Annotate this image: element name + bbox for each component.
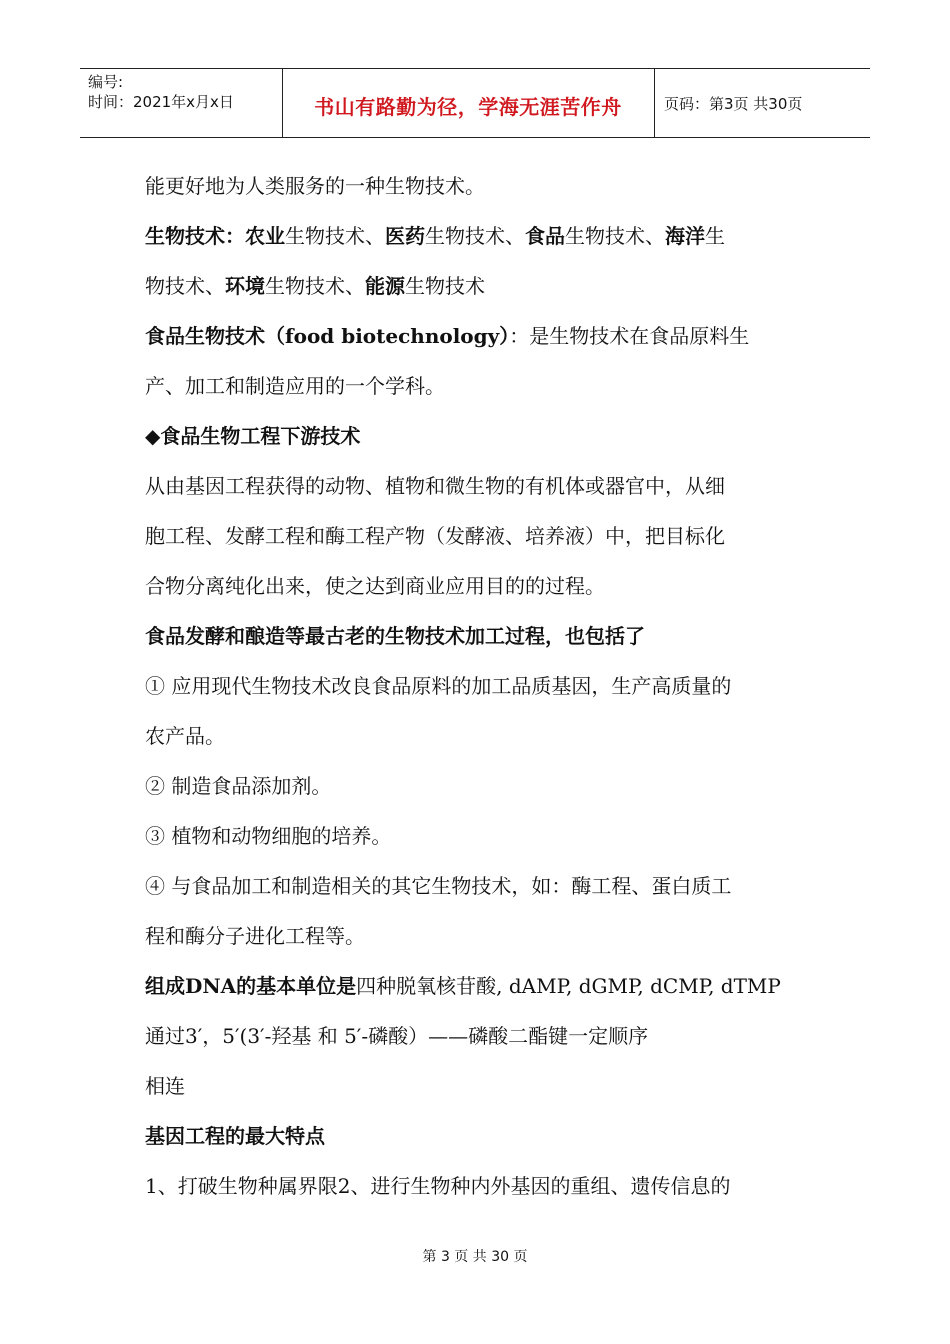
bold-term: 生物技术：农业 [145, 224, 285, 248]
paragraph-line [145, 961, 810, 1011]
text-run: 生物技术、 [265, 274, 365, 298]
paragraph-line [145, 261, 810, 311]
bold-term: 食品 [525, 224, 565, 248]
list-item: ② 制造食品添加剂。 [145, 774, 332, 798]
paragraph-line: 从由基因工程获得的动物、植物和微生物的有机体或器官中，从细 [145, 474, 725, 498]
list-item: ④ 与食品加工和制造相关的其它生物技术，如：酶工程、蛋白质工 [145, 874, 732, 898]
header-motto-cell [282, 69, 655, 137]
paragraph-line [145, 311, 810, 361]
paragraph-line: 相连 [145, 1074, 185, 1098]
paragraph-line [145, 211, 810, 261]
text-run: 生物技术、 [565, 224, 665, 248]
text-run: 生物技术、 [425, 224, 525, 248]
page-header-table [80, 68, 870, 138]
list-item: ③ 植物和动物细胞的培养。 [145, 824, 392, 848]
paragraph-line [145, 361, 810, 411]
paragraph-line: 合物分离纯化出来，使之达到商业应用目的的过程。 [145, 574, 605, 598]
header-page-cell [654, 69, 870, 137]
bold-term: 医药 [385, 224, 425, 248]
page-footer: 第 3 页 共 30 页 [422, 1249, 528, 1265]
text-run: 能更好地为人类服务的一种生物技术。 [145, 174, 485, 198]
paragraph-line: 通过3′，5′(3′-羟基 和 5′-磷酸）——磷酸二酯键一定顺序 [145, 1024, 649, 1048]
list-item-continuation: 农产品。 [145, 724, 225, 748]
header-motto: 书山有路勤为径，学海无涯苦作舟 [314, 95, 622, 119]
header-page-info: 页码：第3页 共30页 [664, 95, 803, 113]
paragraph-line: 1、打破生物种属界限2、进行生物种内外基因的重组、遗传信息的 [145, 1174, 731, 1198]
paragraph-line: 胞工程、发酵工程和酶工程产物（发酵液、培养液）中，把目标化 [145, 524, 725, 548]
text-run: 四种脱氧核苷酸, dAMP, dGMP, dCMP, dTMP [356, 974, 781, 998]
document-code-label: 编号: [88, 73, 124, 91]
section-heading: 基因工程的最大特点 [145, 1124, 325, 1148]
text-run: 生物技术、 [285, 224, 385, 248]
text-run: ：是生物技术在食品原料生 [509, 324, 750, 348]
bold-term: 海洋 [665, 224, 705, 248]
list-item-continuation: 程和酶分子进化工程等。 [145, 924, 365, 948]
bold-term: 能源 [365, 274, 405, 298]
text-run: 产、加工和制造应用的一个学科。 [145, 374, 445, 398]
text-run: 生物技术 [405, 274, 485, 298]
section-heading: 食品发酵和酿造等最古老的生物技术加工过程，也包括了 [145, 624, 645, 648]
bold-term: 环境 [225, 274, 265, 298]
document-body [145, 161, 810, 1211]
text-run: 生 [705, 224, 725, 248]
bold-term: 组成DNA的基本单位是 [145, 974, 357, 998]
document-date: 时间：2021年x月x日 [88, 93, 234, 111]
bold-term: 食品生物技术（food biotechnology） [145, 324, 510, 348]
section-heading: ◆食品生物工程下游技术 [145, 424, 361, 448]
text-run: 物技术、 [145, 274, 225, 298]
header-meta-cell [80, 69, 283, 137]
paragraph-line [145, 161, 810, 211]
list-item: ① 应用现代生物技术改良食品原料的加工品质基因，生产高质量的 [145, 674, 732, 698]
